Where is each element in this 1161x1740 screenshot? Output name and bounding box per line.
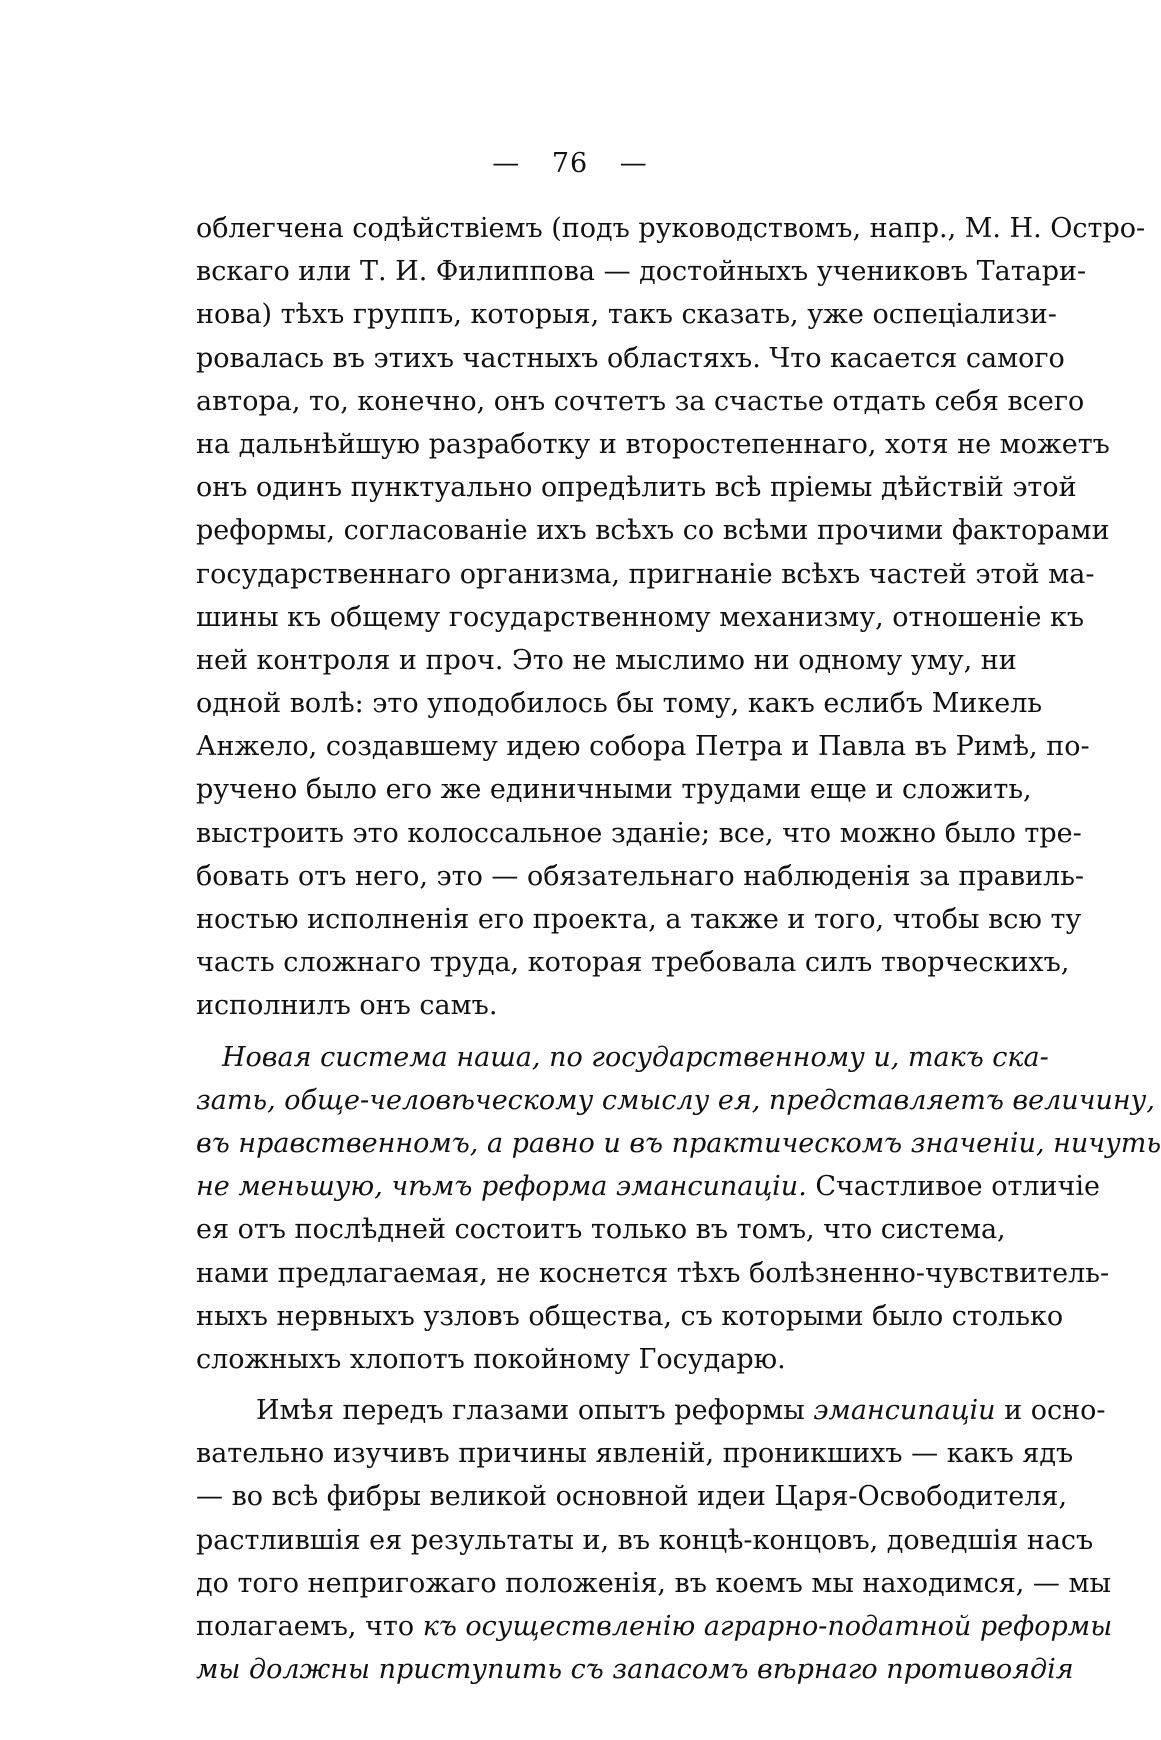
text-line <box>196 293 1057 336</box>
text-segment: часть сложнаго труда, которая требовала силъ творческихъ, <box>196 947 1070 979</box>
italic-segment: мы должны приступить съ запасомъ вѣрнаго противоядія <box>196 1654 1074 1686</box>
text-line <box>196 1338 998 1381</box>
text-line <box>196 768 1032 811</box>
text-segment: выстроить это колоссальное зданіе; все, что можно было тре- <box>196 817 1082 849</box>
text-line <box>196 639 1017 682</box>
body-text <box>196 207 1161 1691</box>
text-segment: вательно изучивъ причины явленій, проникшихъ — какъ ядъ <box>196 1438 1074 1470</box>
text-segment: государственнаго организма, пригнаніе всѣхъ частей этой ма- <box>196 558 1095 590</box>
text-segment: Анжело, создавшему идею собора Петра и Павла въ Римѣ, по- <box>196 731 1090 763</box>
text-line <box>196 1165 1101 1208</box>
text-line <box>196 466 1077 509</box>
page-number-value: 76 <box>551 148 589 179</box>
text-line <box>196 207 1146 250</box>
text-segment: ныхъ нервныхъ узловъ общества, съ которыми было столько <box>196 1300 1064 1332</box>
text-line <box>196 1122 1161 1165</box>
italic-segment: Новая система наша, по государственному и, такъ ска- <box>222 1041 1049 1073</box>
text-line <box>196 984 998 1027</box>
text-line <box>196 1389 1106 1432</box>
page-number <box>0 148 1140 179</box>
text-segment: одной волѣ: это уподобилось бы тому, какъ еслибъ Микель <box>196 688 1043 720</box>
text-segment: на дальнѣйшую разработку и второстепеннаго, хотя не можетъ <box>196 428 1110 460</box>
text-line <box>196 1208 1006 1251</box>
text-line <box>196 855 1085 898</box>
paragraph <box>196 1389 1113 1691</box>
text-segment: до того непригожаго положенія, въ коемъ мы находимся, — мы <box>196 1567 1112 1599</box>
text-line <box>196 1036 1049 1079</box>
text-line <box>196 1432 1074 1475</box>
text-segment: ручено было его же единичными трудами еще и сложить, <box>196 774 1032 806</box>
text-segment: облегчена содѣйствіемъ (подъ руководствомъ, напр., М. Н. Остро- <box>196 213 1146 244</box>
italic-segment: въ нравственномъ, а равно и въ практическомъ значеніи, ничуть <box>196 1127 1161 1159</box>
text-segment: ностью исполненія его проекта, а также и того, чтобы всю ту <box>196 904 1082 935</box>
text-segment: бовать отъ него, это — обязательнаго наблюденія за правиль- <box>196 860 1085 892</box>
italic-segment: зать, обще-человѣческому смыслу ея, представляетъ величину, <box>196 1084 1155 1116</box>
text-line <box>196 1648 1074 1691</box>
text-line <box>196 682 1043 725</box>
text-segment: ней контроля и проч. Это не мыслимо ни одному уму, ни <box>196 644 1017 676</box>
text-line <box>196 1519 1094 1562</box>
text-segment: нова) тѣхъ группъ, которыя, такъ сказать, уже оспеціализи- <box>196 299 1057 331</box>
text-line <box>196 423 1110 466</box>
text-line <box>196 1605 1113 1648</box>
text-segment: онъ одинъ пунктуально опредѣлить всѣ пріемы дѣйствій этой <box>196 472 1077 504</box>
text-line <box>196 812 1082 855</box>
paragraph-gap <box>196 1028 998 1036</box>
text-line <box>196 509 1110 552</box>
text-line <box>196 1295 1064 1338</box>
text-line <box>196 337 1065 380</box>
text-line <box>196 1475 1068 1518</box>
text-segment: Имѣя передъ глазами опытъ реформы <box>256 1395 814 1427</box>
text-segment: нами предлагаемая, не коснется тѣхъ болѣзненно-чувствитель- <box>196 1257 1110 1289</box>
page-number-dash-right: — <box>619 148 648 179</box>
text-line <box>196 1079 1155 1122</box>
text-line <box>196 898 1082 941</box>
paragraph-gap <box>196 1381 998 1389</box>
text-segment: и осно- <box>995 1395 1106 1427</box>
text-line <box>196 380 1085 423</box>
text-segment: ровалась въ этихъ частныхъ областяхъ. Что касается самого <box>196 342 1065 374</box>
italic-segment: не меньшую, чѣмъ реформа эмансипаціи. <box>196 1171 807 1203</box>
text-segment: — во всѣ фибры великой основной идеи Царя-Освободителя, <box>196 1481 1068 1513</box>
text-line <box>196 725 1090 768</box>
paragraph <box>196 207 1146 1028</box>
text-line <box>196 1252 1110 1295</box>
text-line <box>196 250 1087 293</box>
text-segment: исполнилъ онъ самъ. <box>196 990 498 1022</box>
text-line <box>196 1562 1112 1605</box>
text-segment: сложныхъ хлопотъ покойному Государю. <box>196 1343 786 1375</box>
text-segment: вскаго или Т. И. Филиппова — достойныхъ учениковъ Татари- <box>196 256 1087 288</box>
text-segment: реформы, согласованіе ихъ всѣхъ со всѣми прочими факторами <box>196 515 1110 547</box>
text-line <box>196 941 1070 984</box>
text-line <box>196 596 1085 639</box>
text-line <box>196 553 1095 596</box>
text-segment: ея отъ послѣдней состоитъ только въ томъ, что система, <box>196 1214 1006 1246</box>
page-number-dash-left: — <box>492 148 521 179</box>
text-segment: автора, то, конечно, онъ сочтетъ за счастье отдать себя всего <box>196 385 1085 417</box>
text-segment: Счастливое отличіе <box>806 1171 1101 1203</box>
italic-segment: къ осуществленію аграрно-податной реформы <box>422 1611 1113 1642</box>
paragraph <box>196 1036 1161 1382</box>
italic-segment: эмансипаціи <box>813 1395 996 1427</box>
text-segment: шины къ общему государственному механизму, отношеніе къ <box>196 601 1085 633</box>
text-segment: растлившія ея результаты и, въ концѣ-концовъ, доведшія насъ <box>196 1524 1094 1556</box>
text-segment: полагаемъ, что <box>196 1611 423 1642</box>
